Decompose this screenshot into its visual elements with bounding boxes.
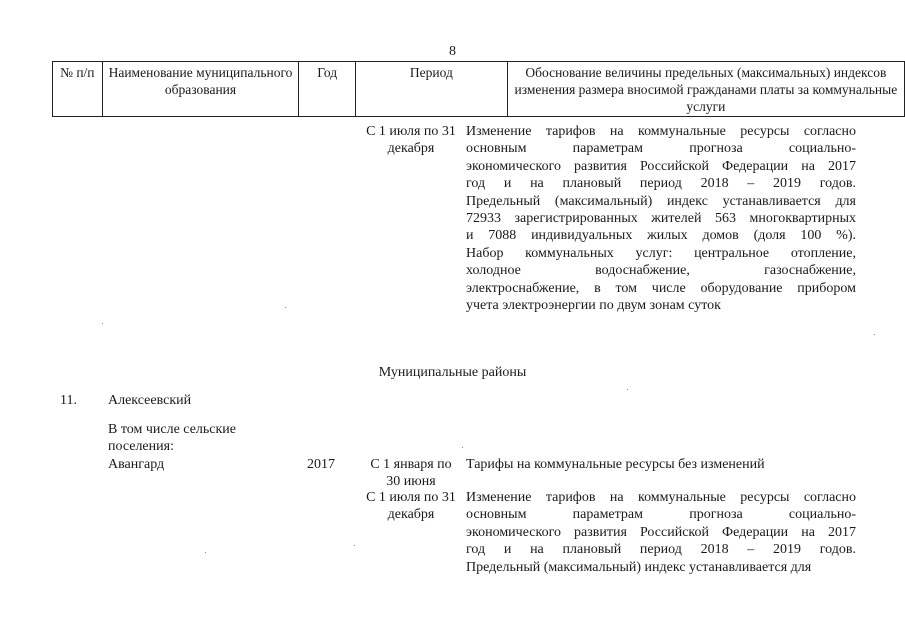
continued-rationale-line: основным параметрам прогноза социально-	[466, 141, 856, 157]
avangard-year: 2017	[307, 457, 335, 472]
header-rationale: Обоснование величины предельных (максимальных) индексов изменения размера вносимой гражданами платы за коммунальные услуги	[507, 62, 904, 117]
scan-speck	[205, 552, 206, 553]
avangard-period-1: С 1 января по 30 июня	[370, 457, 452, 490]
subheading-rural-settlements: В том числе сельские поселения:	[108, 422, 237, 455]
avangard-rationale-line: основным параметрам прогноза социально-	[466, 507, 856, 523]
row-11-name: Алексеевский	[108, 393, 192, 408]
header-period: Период	[356, 62, 508, 117]
avangard-rationale-line: экономического развития Российской Федерации на 2017	[466, 524, 856, 540]
row-11-num: 11.	[60, 393, 77, 408]
section-title: Муниципальные районы	[378, 365, 527, 380]
continued-period: С 1 июля по 31 декабря	[366, 124, 456, 157]
table-header-row	[53, 62, 905, 117]
avangard-rationale-1: Тарифы на коммунальные ресурсы без изменений	[466, 457, 765, 472]
scan-speck	[627, 389, 628, 390]
header-year: Год	[299, 62, 356, 117]
scan-speck	[102, 323, 103, 324]
avangard-rationale-line: год и на плановый период 2018 – 2019 годов.	[466, 542, 856, 558]
continued-rationale-line: экономического развития Российской Федерации на 2017	[466, 158, 856, 174]
avangard-period-2: С 1 июля по 31 декабря	[366, 490, 456, 523]
header-num: № п/п	[53, 62, 103, 117]
scan-speck	[462, 447, 463, 448]
continued-rationale-line: Предельный (максимальный) индекс устанавливается для	[466, 193, 856, 209]
continued-rationale	[466, 123, 856, 314]
continued-rationale-line: Изменение тарифов на коммунальные ресурсы согласно	[466, 124, 856, 139]
table-header	[52, 61, 905, 117]
scan-speck	[354, 545, 355, 546]
continued-rationale-line: холодное водоснабжение, газоснабжение,	[466, 263, 856, 279]
avangard-rationale-line: Предельный (максимальный) индекс устанавливается для	[466, 559, 812, 575]
continued-rationale-line: Набор коммунальных услуг: центральное отопление,	[466, 245, 856, 261]
avangard-rationale-2	[466, 489, 856, 576]
continued-rationale-line: год и на плановый период 2018 – 2019 годов.	[466, 176, 856, 192]
avangard-rationale-line: Изменение тарифов на коммунальные ресурсы согласно	[466, 490, 856, 505]
continued-rationale-line: и 7088 индивидуальных жилых домов (доля 100 %).	[466, 228, 856, 244]
page-number: 8	[449, 44, 456, 59]
scan-speck	[874, 334, 875, 335]
continued-rationale-line: учета электроэнергии по двум зонам суток	[466, 298, 721, 314]
avangard-name: Авангард	[108, 457, 165, 472]
header-name: Наименование муниципального образования	[102, 62, 299, 117]
scan-speck	[285, 307, 286, 308]
continued-rationale-line: электроснабжение, в том числе оборудование прибором	[466, 280, 856, 296]
continued-rationale-line: 72933 зарегистрированных жителей 563 многоквартирных	[466, 211, 856, 227]
